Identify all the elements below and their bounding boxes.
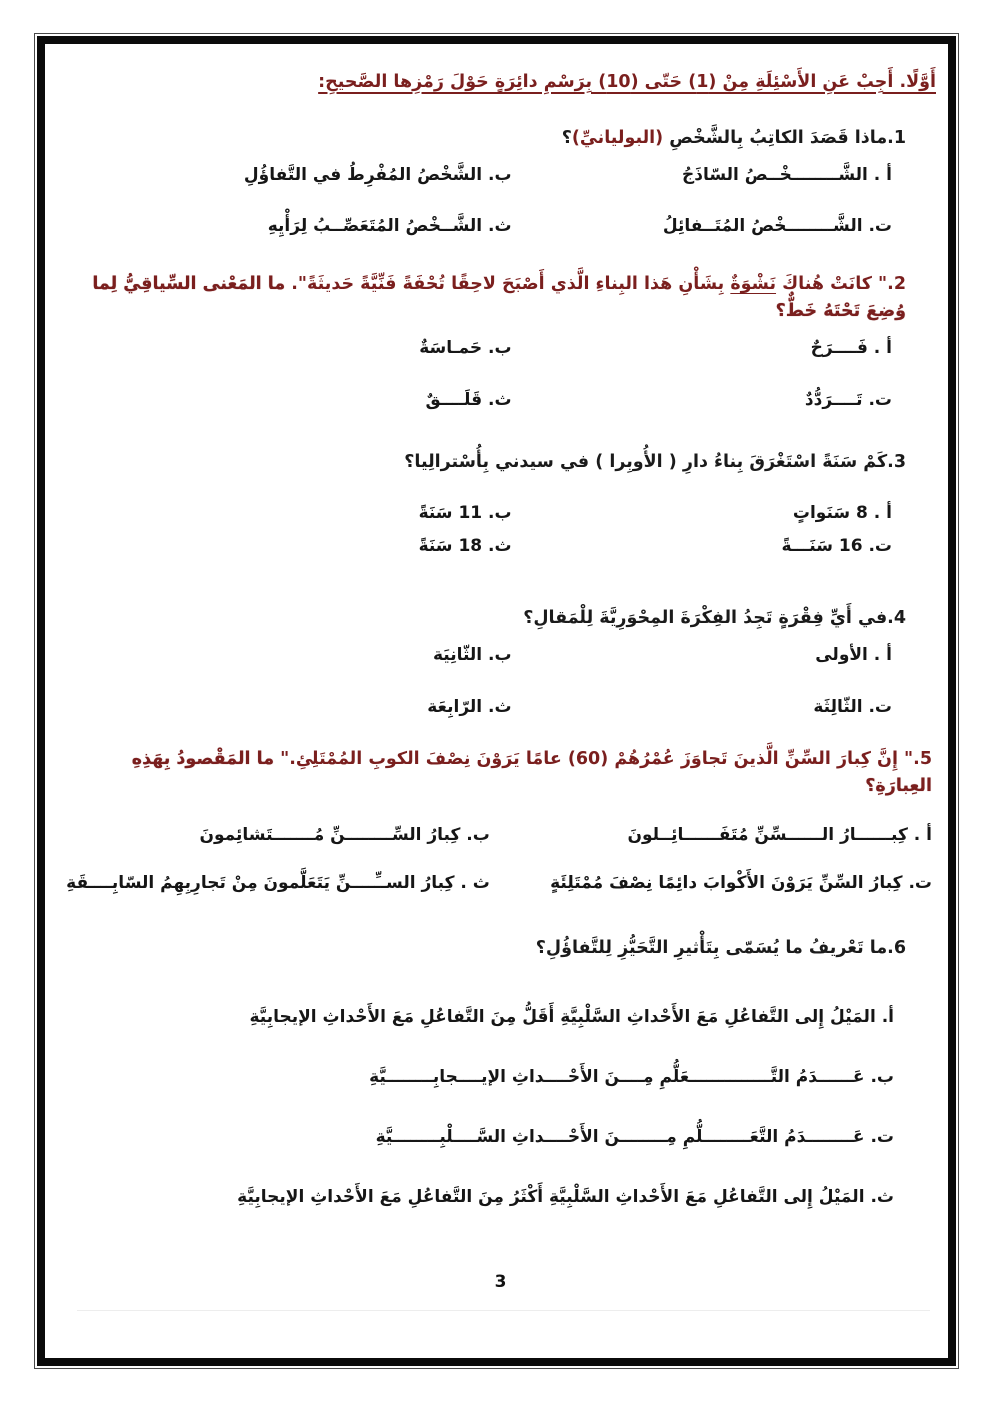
- question-text: [65, 449, 906, 476]
- question-text: [65, 605, 906, 632]
- question-q6: [65, 935, 936, 1209]
- option-text: 16 سَنَـــةً: [781, 535, 863, 556]
- question-text-segment: 6.ما تَعْريفُ ما يُسَمّى بِتَأْثيرِ التَّحَيُّزِ لِلتَّفاؤُلِ؟: [535, 938, 906, 959]
- option-label: ت.: [864, 1127, 894, 1148]
- option-q2-th: [65, 389, 512, 413]
- option-text: الشَّــخْصُ المُتَعَصِّــبُ لِرَأْيِهِ: [267, 216, 483, 237]
- option-text: قَلَــــقٌ: [425, 390, 483, 411]
- option-label: أ .: [867, 338, 892, 359]
- page-content: [45, 44, 948, 1358]
- question-q4: [65, 605, 936, 720]
- option-label: ث.: [482, 535, 512, 556]
- option-label: ب.: [482, 338, 512, 359]
- option-q4-a: [512, 644, 892, 668]
- question-text-segment: بِشَأْنِ هَذا البِناءِ الَّذي أَصْبَحَ لاحِقًا تُحْفَةً فَنِّيَّةً حَديثَةً".: [285, 274, 731, 295]
- option-q3-a: [512, 502, 892, 526]
- option-q3-b: [65, 502, 512, 526]
- option-label: ث.: [482, 390, 512, 411]
- option-label: ث.: [482, 216, 512, 237]
- option-q2-t: [512, 389, 892, 413]
- option-label: ت.: [902, 872, 932, 893]
- options-group: [65, 337, 906, 413]
- option-label: ب.: [864, 1067, 894, 1088]
- option-text: الأولى: [815, 644, 868, 665]
- page-number: 3: [494, 1271, 507, 1292]
- option-q1-b: [65, 164, 512, 188]
- option-q2-b: [65, 337, 512, 361]
- question-text: [65, 746, 932, 800]
- option-label: أ .: [867, 503, 892, 524]
- option-label: أ .: [867, 644, 892, 665]
- question-text: [65, 125, 906, 152]
- option-label: أ .: [907, 824, 932, 845]
- question-q5: [65, 746, 936, 896]
- option-text: تَــــرَدُّدٌ: [804, 390, 863, 411]
- options-group: [65, 1006, 906, 1209]
- option-text: الشَّــــــــخْصُ المُتَــفائِلُ: [662, 216, 863, 237]
- option-label: ت.: [862, 390, 892, 411]
- option-label: أ .: [867, 164, 892, 185]
- option-q2-a: [512, 337, 892, 361]
- options-group: [65, 644, 906, 720]
- option-q3-th: [65, 535, 512, 559]
- question-text-segment: (البوليانيِّ): [571, 127, 664, 148]
- question-text-segment: نَشْوَةٌ: [730, 274, 777, 295]
- question-q3: [65, 449, 936, 559]
- option-q6-t: [65, 1126, 894, 1150]
- options-group: [65, 824, 932, 896]
- option-q5-b: [65, 824, 490, 848]
- options-group: [65, 164, 906, 240]
- option-text: عَــــــدَمُ التَّــــــــــــــعَلُّمِ مِــــنَ الأَحْــــداثِ الإيــــجابِــــــــيَّةِ: [369, 1067, 865, 1088]
- option-label: أ.: [875, 1007, 894, 1028]
- option-text: الرّابِعَة: [427, 696, 483, 717]
- option-label: ت.: [862, 216, 892, 237]
- options-group: [65, 502, 906, 559]
- footer-divider: [77, 1310, 930, 1311]
- question-text-segment: ما المَقْصودُ بِهَذِهِ العِبارَةِ؟: [131, 748, 932, 796]
- option-text: فَــــرَحٌ: [810, 338, 868, 359]
- option-q6-a: [65, 1006, 894, 1030]
- option-label: ب.: [460, 824, 490, 845]
- option-text: حَمـاسَةٌ: [419, 338, 483, 359]
- option-q1-a: [512, 164, 892, 188]
- question-text-segment: ما المَعْنى السِّياقِيُّ لِما وُضِعَ تَحْتَهُ خَطٌّ؟: [92, 274, 906, 322]
- option-q4-t: [512, 696, 892, 720]
- option-text: الثّالِثَة: [813, 696, 863, 717]
- option-q4-th: [65, 696, 512, 720]
- question-text-segment: 5." إِنَّ كِبارَ السِّنِّ الَّذينَ تَجاوَزَ عُمْرُهُمْ (60) عامًا يَرَوْنَ نِصْفَ الكوبِ المُمْتَلِئِ.": [274, 748, 932, 769]
- questions-container: [65, 125, 936, 1210]
- option-text: الشَّخْصُ المُفْرِطُ في التَّفاؤُلِ: [243, 164, 483, 185]
- option-text: المَيْلُ إِلى التَّفاعُلِ مَعَ الأَحْداثِ السَّلْبِيَّةِ أَقَلُّ مِنَ التَّفاعُلِ مَعَ الأَحْداثِ الإيجابِيَّةِ: [249, 1007, 876, 1028]
- question-text-segment: 4.في أَيِّ فِقْرَةٍ تَجِدُ الفِكْرَةَ المِحْوَرِيَّةَ لِلْمَقالِ؟: [523, 607, 906, 628]
- option-label: ت.: [862, 535, 892, 556]
- option-text: كِبارُ السِّنِّ يَرَوْنَ الأَكْوابَ دائِمًا نِصْفَ مُمْتَلِئَةٍ: [550, 872, 903, 893]
- option-label: ث.: [864, 1186, 894, 1207]
- option-label: ث.: [482, 696, 512, 717]
- option-label: ت.: [862, 696, 892, 717]
- question-q1: [65, 125, 936, 240]
- option-q6-b: [65, 1066, 894, 1090]
- option-label: ب.: [482, 164, 512, 185]
- question-text-segment: 2." كانَتْ هُناكَ: [776, 274, 906, 295]
- option-text: كِبارُ السِّــــــــنِّ مُـــــــتَشائِمونَ: [199, 824, 461, 845]
- option-label: ب.: [482, 644, 512, 665]
- question-text-segment: 3.كَمْ سَنَةً اسْتَغْرَقَ بِناءُ دارِ ( الأُوبِرا ) في سيدني بِأُسْترالِيا؟: [404, 452, 906, 473]
- option-q5-t: [490, 872, 932, 896]
- option-q1-th: [65, 215, 512, 239]
- page-frame: [37, 36, 956, 1366]
- option-text: كِبــــــارُ الــــــسِّنِّ مُتَفَــــــائِــلونَ: [627, 824, 908, 845]
- question-q2: [65, 271, 936, 413]
- option-label: ب.: [482, 503, 512, 524]
- option-text: كِبارُ الســِّــــنِّ يَتَعَلَّمونَ مِنْ تَجارِبِهِمُ السّابِــــقَةِ: [66, 872, 455, 893]
- question-text-segment: ؟: [561, 127, 572, 148]
- option-label: ث .: [454, 872, 490, 893]
- option-q5-th: [65, 872, 490, 896]
- option-text: عَــــــــدَمُ التَّعَــــــــلُّمِ مِــــــــنَ الأَحْــــداثِ السَّــــلْبِــــــــيَّةِ: [375, 1127, 865, 1148]
- option-text: 8 سَنَواتٍ: [792, 503, 868, 524]
- section-header: أَوَّلًا. أَجِبْ عَنِ الأَسْئِلَةِ مِنْ (1) حَتّى (10) بِرَسْمِ دائِرَةٍ حَوْلَ رَمْزِها الصَّحيحِ:: [318, 72, 936, 92]
- option-q5-a: [490, 824, 932, 848]
- option-text: 11 سَنَةً: [418, 503, 483, 524]
- question-text-segment: 1.ماذا قَصَدَ الكاتِبُ بِالشَّخْصِ: [663, 127, 906, 148]
- option-q1-t: [512, 215, 892, 239]
- option-text: الشَّــــــــخْــصُ السّاذَجُ: [682, 164, 868, 185]
- option-text: المَيْلُ إِلى التَّفاعُلِ مَعَ الأَحْداثِ السَّلْبِيَّةِ أَكْثَرُ مِنَ التَّفاعُلِ مَعَ الأَحْداثِ الإيجابِيَّةِ: [237, 1186, 865, 1207]
- option-q4-b: [65, 644, 512, 668]
- option-q3-t: [512, 535, 892, 559]
- question-text: [65, 935, 906, 962]
- option-q6-th: [65, 1186, 894, 1210]
- question-text: [65, 271, 906, 325]
- option-text: الثّانِيَة: [432, 644, 483, 665]
- option-text: 18 سَنَةً: [418, 535, 483, 556]
